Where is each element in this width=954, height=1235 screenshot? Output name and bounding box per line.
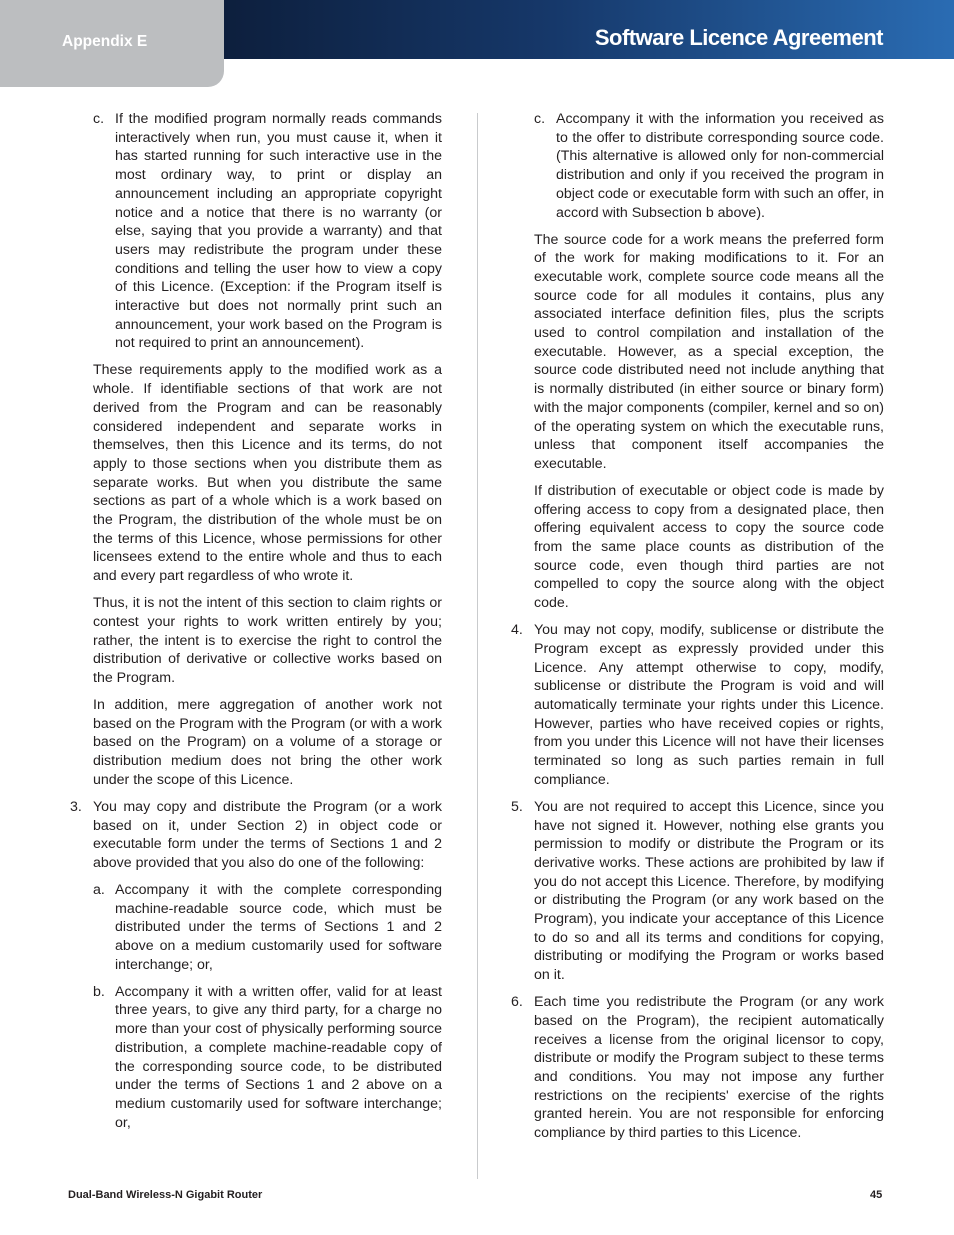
paragraph: In addition, mere aggregation of another work not based on the Program with the Program (or with a work based on the Program) on a volume of a storage or distribution medium does not bring the other work under the scope of this Licence. bbox=[93, 696, 442, 788]
list-item-text: Accompany it with a written offer, valid for at least three years, to give any third party, for a charge no more than your cost of physically performing source distribution, a complete machine-readable copy of the corresponding source code, to be distributed under the terms of Sections 1 and 2 above on a medium customarily used for software interchange; or, bbox=[115, 983, 442, 1131]
list-item-text: If the modified program normally reads commands interactively when run, you must cause it, when it has started running for such interactive use in the most ordinary way, to print or display an announcement including an appropriate copyright notice and a notice that there is no warranty (or else, saying that you provide a warranty) and that users may redistribute the program under these conditions and telling the user how to view a copy of this Licence. (Exception: if the Program itself is interactive but does not normally print such an announcement, your work based on the Program is not required to print an announcement). bbox=[115, 111, 442, 352]
list-item-text: Each time you redistribute the Program (or any work based on the Program), the recipient automatically receives a license from the original licensor to copy, distribute or modify the Program subject to these terms and conditions. You may not impose any further restrictions on the recipients' exercise of the rights granted herein. You are not responsible for enforcing compliance by third parties to this Licence. bbox=[534, 994, 884, 1142]
list-item-text: You are not required to accept this Licence, since you have not signed it. However, nothing else grants you permission to modify or distribute the Program or its derivative works. These actions are prohibited by law if you do not accept this Licence. Therefore, by modifying or distributing the Program (or any work based on the Program), you indicate your acceptance of this Licence to do so and all its terms and conditions for copying, distributing or modifying the Program or works based on it. bbox=[534, 798, 884, 984]
list-item-text: Accompany it with the information you received as to the offer to distribute corresponding source code. (This alternative is allowed only for non-commercial distribution and only if you received the program in object code or executable form with such an offer, in accord with Subsection b above). bbox=[556, 111, 884, 221]
footer-page-number: 45 bbox=[870, 1189, 883, 1201]
list-item-text: You may not copy, modify, sublicense or distribute the Program except as expressly provided under this Licence. Any attempt otherwise to copy, modify, sublicense or distribute the Program is void and will automatically terminate your rights under this Licence. However, parties who have received copies or rights, from you under this Licence will not have their licenses terminated so long as such parties remain in full compliance. bbox=[534, 622, 884, 788]
title-bar bbox=[224, 0, 954, 59]
list-marker: c. bbox=[93, 111, 105, 127]
list-marker: a. bbox=[93, 881, 105, 898]
list-marker: c. bbox=[534, 111, 546, 127]
list-marker: 3. bbox=[70, 798, 82, 815]
paragraph: These requirements apply to the modified work as a whole. If identifiable sections of that work are not derived from the Program and can be reasonably considered independent and separate works in themselves, then this Licence and its terms, do not apply to those sections when you distribute them as separate works. But when you distribute the same sections as part of a whole which is a work based on the Program, the distribution of the whole must be on the terms of this Licence, whose permissions for other licensees extend to the entire whole and thus to each and every part regardless of who wrote it. bbox=[93, 362, 442, 585]
numbered-item-5 bbox=[511, 798, 884, 985]
list-item-c bbox=[534, 110, 884, 222]
list-item-text: You may copy and distribute the Program (or a work based on it, under Section 2) in object code or executable form under the terms of Sections 1 and 2 above provided that you also do one of the following: bbox=[93, 798, 442, 871]
paragraph: If distribution of executable or object code is made by offering access to copy from a designated place, then offering equivalent access to copy the source code from the same place counts as distribution of the source code, even though third parties are not compelled to copy the source along with the object code. bbox=[534, 482, 884, 612]
appendix-tab bbox=[0, 0, 224, 87]
list-item-b bbox=[93, 983, 442, 1133]
page-title: Software Licence Agreement bbox=[594, 25, 883, 50]
paragraph: Thus, it is not the intent of this section to claim rights or contest your rights to work written entirely by you; rather, the intent is to exercise the right to control the distribution of derivative or collective works based on the Program. bbox=[93, 595, 442, 686]
right-column bbox=[511, 110, 884, 1151]
list-item-a bbox=[93, 881, 442, 975]
list-item-text: Accompany it with the complete corresponding machine-readable source code, which must be distributed under the terms of Sections 1 and 2 above on a medium customarily used for software interchange; or, bbox=[115, 881, 442, 973]
list-marker: b. bbox=[93, 983, 105, 1000]
list-marker: 6. bbox=[511, 994, 523, 1011]
appendix-label: Appendix E bbox=[62, 33, 148, 50]
list-marker: 5. bbox=[511, 798, 523, 815]
paragraph: The source code for a work means the preferred form of the work for making modifications to it. For an executable work, complete source code means all the source code for all modules it contains, plus any associated interface definition files, plus the scripts used to control compilation and installation of the executable. However, as a special exception, the source code distributed need not include anything that is normally distributed (in either source or binary form) with the major components (compiler, kernel and so on) of the operating system on which the executable runs, unless that component itself accompanies the executable. bbox=[534, 231, 884, 472]
left-column bbox=[70, 110, 442, 1141]
footer-product-name: Dual-Band Wireless-N Gigabit Router bbox=[68, 1189, 263, 1201]
list-marker: 4. bbox=[511, 622, 523, 639]
numbered-item-6 bbox=[511, 993, 884, 1143]
numbered-item-3 bbox=[70, 798, 442, 873]
numbered-item-4 bbox=[511, 621, 884, 789]
column-divider bbox=[477, 113, 478, 1179]
list-item-c bbox=[93, 110, 442, 353]
